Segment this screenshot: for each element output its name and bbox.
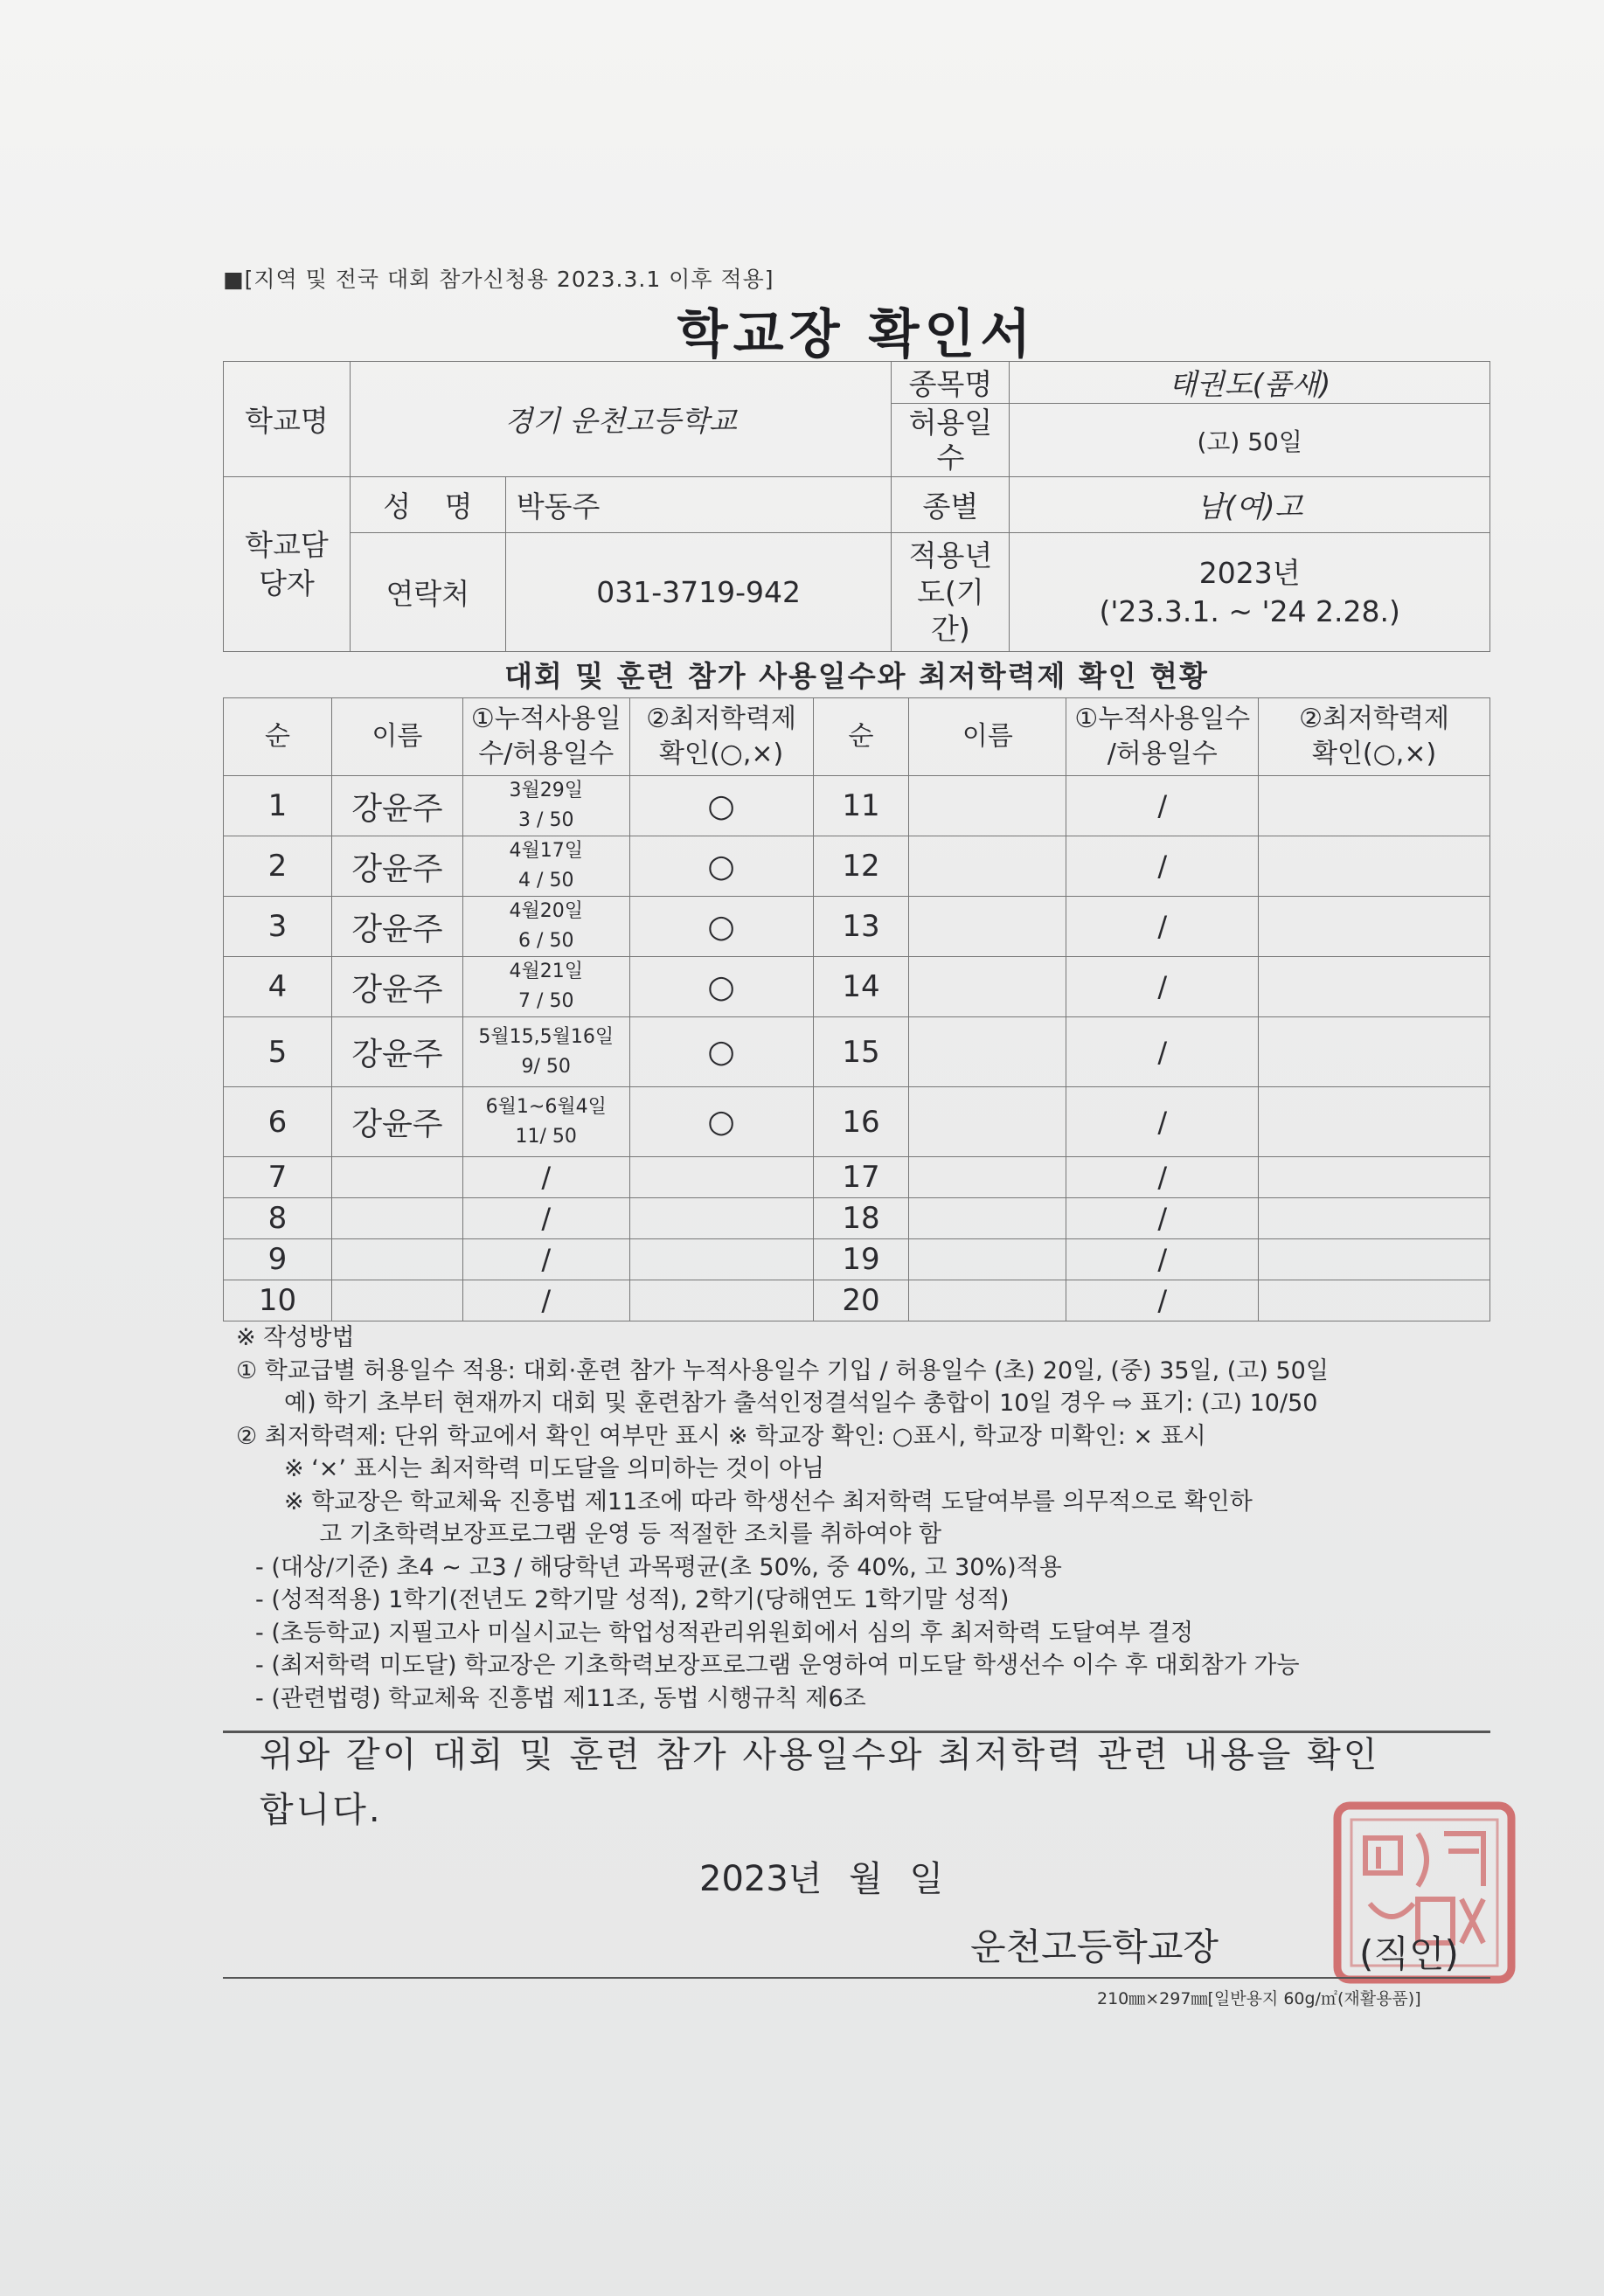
paper-spec: 210㎜×297㎜[일반용지 60g/㎡(재활용품)]	[1097, 1989, 1421, 2008]
method-line: ※ 학교장은 학교체육 진흥법 제11조에 따라 학생선수 최저학력 도달여부를 의무적으로 확인하	[284, 1488, 1253, 1516]
row-name	[909, 897, 1066, 957]
roster-table	[223, 697, 1490, 1321]
row-no: 6	[224, 1087, 332, 1157]
writing-method	[236, 1321, 1495, 1715]
row-days: /	[1066, 1157, 1259, 1198]
row-name	[909, 776, 1066, 836]
year-label: 적용년도(기간)	[892, 533, 1010, 652]
col-days-right: ①누적사용일수 /허용일수	[1066, 698, 1259, 776]
row-days: 4월20일 6 / 50	[462, 897, 629, 957]
row-days: /	[1066, 957, 1259, 1017]
signer: 운천고등학교장	[970, 1925, 1219, 1968]
method-heading: ※ 작성방법	[236, 1324, 355, 1351]
event-label: 종목명	[892, 362, 1010, 404]
row-days: /	[462, 1198, 629, 1239]
row-name: 강윤주	[331, 776, 462, 836]
row-days: /	[462, 1239, 629, 1280]
confirm-line: 위와 같이 대회 및 훈련 참가 사용일수와 최저학력 관련 내용을 확인	[260, 1735, 1380, 1775]
table-row	[224, 1198, 1490, 1239]
row-no: 3	[224, 897, 332, 957]
row-name: 강윤주	[331, 897, 462, 957]
name-value: 박동주	[505, 477, 892, 533]
row-name	[909, 957, 1066, 1017]
row-no: 16	[813, 1087, 909, 1157]
row-no: 8	[224, 1198, 332, 1239]
row-days: 6월1~6월4일 11/ 50	[462, 1087, 629, 1157]
row-check: ○	[629, 776, 813, 836]
row-check: ○	[629, 1017, 813, 1087]
seal-label: (직인)	[1359, 1932, 1459, 1975]
row-name	[909, 1087, 1066, 1157]
year-cell	[1010, 533, 1490, 652]
row-check	[1259, 1239, 1490, 1280]
col-days: ①누적사용일 수/허용일수	[462, 698, 629, 776]
row-name	[909, 1280, 1066, 1321]
row-check	[1259, 957, 1490, 1017]
row-check	[1259, 776, 1490, 836]
confirm-text	[260, 1728, 1483, 1838]
page-title: 학교장 확인서	[677, 304, 1037, 365]
row-no: 7	[224, 1157, 332, 1198]
row-days: /	[1066, 1017, 1259, 1087]
row-check	[1259, 897, 1490, 957]
row-check	[629, 1198, 813, 1239]
gender-label: 종별	[892, 477, 1010, 533]
row-check	[1259, 1157, 1490, 1198]
table-row	[224, 1280, 1490, 1321]
row-days: /	[1066, 1239, 1259, 1280]
method-line: - (성적적용) 1학기(전년도 2학기말 성적), 2학기(당해연도 1학기말 성적)	[255, 1586, 1010, 1613]
row-no: 11	[813, 776, 909, 836]
row-name	[331, 1280, 462, 1321]
row-no: 20	[813, 1280, 909, 1321]
row-name: 강윤주	[331, 1017, 462, 1087]
row-no: 18	[813, 1198, 909, 1239]
row-name	[331, 1157, 462, 1198]
row-check	[1259, 1087, 1490, 1157]
method-line: ① 학교급별 허용일수 적용: 대회·훈련 참가 누적사용일수 기입 / 허용일수 (초) 20일, (중) 35일, (고) 50일	[236, 1356, 1329, 1384]
school-value: 경기 운천고등학교	[350, 362, 892, 477]
row-name: 강윤주	[331, 957, 462, 1017]
table-row	[224, 1239, 1490, 1280]
confirm-line: 합니다.	[260, 1790, 383, 1830]
row-name	[331, 1198, 462, 1239]
method-line: 예) 학기 초부터 현재까지 대회 및 훈련참가 출석인정결석일수 총합이 10일 경우 ⇨ 표기: (고) 10/50	[284, 1390, 1318, 1417]
row-name: 강윤주	[331, 1087, 462, 1157]
row-no: 10	[224, 1280, 332, 1321]
gender-value: 남(여)고	[1010, 477, 1490, 533]
table-row	[224, 836, 1490, 897]
row-days: 3월29일 3 / 50	[462, 776, 629, 836]
row-check: ○	[629, 897, 813, 957]
form-notice: ■[지역 및 전국 대회 참가신청용 2023.3.1 이후 적용]	[223, 267, 774, 292]
row-no: 12	[813, 836, 909, 897]
table-row	[224, 1017, 1490, 1087]
info-table	[223, 361, 1490, 652]
table-row	[224, 1087, 1490, 1157]
period-value: ('23.3.1. ~ '24 2.28.)	[1099, 593, 1400, 628]
table-row	[224, 957, 1490, 1017]
row-no: 1	[224, 776, 332, 836]
method-line: ※ ‘×’ 표시는 최저학력 미도달을 의미하는 것이 아님	[284, 1455, 825, 1482]
method-line: - (대상/기준) 초4 ~ 고3 / 해당학년 과목평균(초 50%, 중 40%, 고 30%)적용	[255, 1553, 1062, 1581]
row-check	[629, 1239, 813, 1280]
row-name	[909, 1239, 1066, 1280]
method-line: 고 기초학력보장프로그램 운영 등 적절한 조치를 취하여야 함	[319, 1521, 942, 1548]
row-days: 4월17일 4 / 50	[462, 836, 629, 897]
row-check	[629, 1157, 813, 1198]
table-row	[224, 1157, 1490, 1198]
year-value: 2023년	[1198, 555, 1301, 590]
col-name-right: 이름	[909, 698, 1066, 776]
row-check	[1259, 1280, 1490, 1321]
row-no: 5	[224, 1017, 332, 1087]
row-days: /	[1066, 1087, 1259, 1157]
row-check	[1259, 1198, 1490, 1239]
row-no: 4	[224, 957, 332, 1017]
col-no-right: 순	[813, 698, 909, 776]
event-value: 태권도(품새)	[1010, 362, 1490, 404]
row-days: /	[1066, 836, 1259, 897]
date-line: 2023년 월 일	[699, 1859, 944, 1899]
allowed-value: (고) 50일	[1010, 404, 1490, 477]
col-name: 이름	[331, 698, 462, 776]
row-days: /	[1066, 1280, 1259, 1321]
row-days: /	[462, 1280, 629, 1321]
row-name	[909, 1157, 1066, 1198]
roster-header-row	[224, 698, 1490, 776]
row-check	[629, 1280, 813, 1321]
row-no: 17	[813, 1157, 909, 1198]
row-days: /	[462, 1157, 629, 1198]
method-line: - (초등학교) 지필고사 미실시교는 학업성적관리위원회에서 심의 후 최저학력 도달여부 결정	[255, 1619, 1194, 1647]
contact-label: 연락처	[350, 533, 505, 652]
row-name	[909, 1017, 1066, 1087]
row-no: 2	[224, 836, 332, 897]
row-no: 9	[224, 1239, 332, 1280]
row-check: ○	[629, 1087, 813, 1157]
method-line: ② 최저학력제: 단위 학교에서 확인 여부만 표시 ※ 학교장 확인: ○표시, 학교장 미확인: × 표시	[236, 1422, 1206, 1450]
table-row	[224, 776, 1490, 836]
row-check	[1259, 1017, 1490, 1087]
name-label: 성 명	[350, 477, 505, 533]
row-name	[331, 1239, 462, 1280]
row-no: 14	[813, 957, 909, 1017]
row-days: /	[1066, 897, 1259, 957]
col-no: 순	[224, 698, 332, 776]
allowed-label: 허용일수	[892, 404, 1010, 477]
col-check-right: ②최저학력제 확인(○,×)	[1259, 698, 1490, 776]
row-check: ○	[629, 836, 813, 897]
row-no: 19	[813, 1239, 909, 1280]
row-days: /	[1066, 776, 1259, 836]
row-days: 5월15,5월16일 9/ 50	[462, 1017, 629, 1087]
manager-label: 학교담당자	[224, 477, 351, 652]
row-no: 15	[813, 1017, 909, 1087]
row-days: 4월21일 7 / 50	[462, 957, 629, 1017]
table-row	[224, 897, 1490, 957]
divider	[223, 1977, 1490, 1979]
row-no: 13	[813, 897, 909, 957]
row-name	[909, 836, 1066, 897]
row-name: 강윤주	[331, 836, 462, 897]
method-line: - (최저학력 미도달) 학교장은 기초학력보장프로그램 운영하여 미도달 학생선수 이수 후 대회참가 가능	[255, 1652, 1300, 1679]
method-line: - (관련법령) 학교체육 진흥법 제11조, 동법 시행규칙 제6조	[255, 1684, 866, 1712]
row-check: ○	[629, 957, 813, 1017]
school-label: 학교명	[224, 362, 351, 477]
contact-value: 031-3719-942	[505, 533, 892, 652]
section-title: 대회 및 훈련 참가 사용일수와 최저학력제 확인 현황	[504, 659, 1209, 693]
col-check: ②최저학력제 확인(○,×)	[629, 698, 813, 776]
row-check	[1259, 836, 1490, 897]
row-name	[909, 1198, 1066, 1239]
row-days: /	[1066, 1198, 1259, 1239]
